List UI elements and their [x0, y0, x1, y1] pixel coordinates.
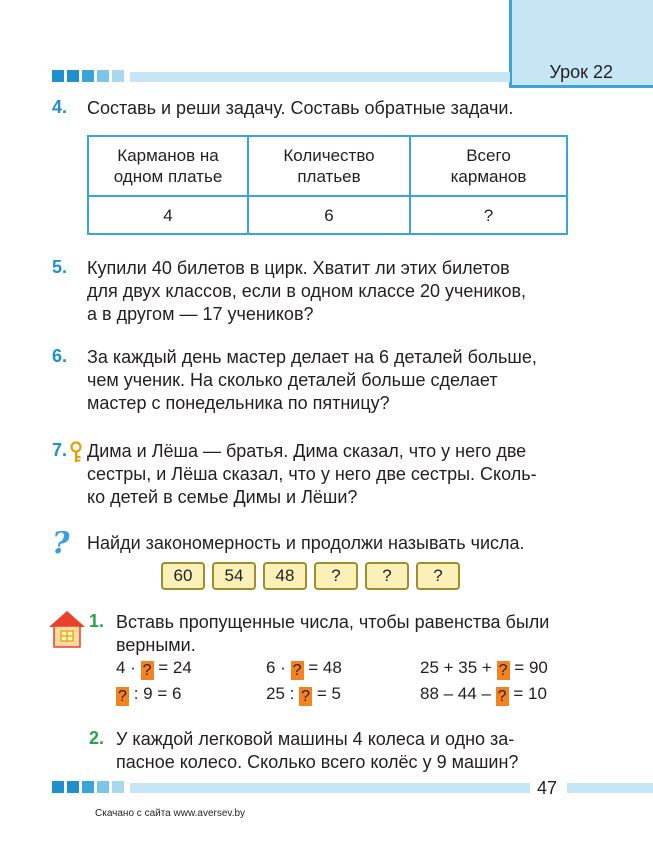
task-7-number: 7.: [52, 440, 68, 460]
svg-text:?: ?: [52, 527, 70, 557]
task-6-text: За каждый день мастер делает на 6 деталей больше, чем ученик. На сколько деталей больше сделает мастер с понедельника по пятницу?: [87, 347, 537, 413]
table-header-total: Всего карманов: [410, 136, 567, 196]
home-task-1-number: 1.: [89, 611, 105, 631]
table-header-dresses: Количество платьев: [248, 136, 410, 196]
blank-box: ?: [496, 687, 509, 706]
home-task-1-text: Вставь пропущенные числа, чтобы равенства были верными.: [116, 612, 550, 655]
key-icon: [69, 441, 83, 463]
blank-box: ?: [141, 661, 154, 680]
equation: 4 · ? = 24: [116, 658, 192, 679]
table-header-pockets: Карманов на одном платье: [88, 136, 248, 196]
pattern-number: ?: [416, 562, 460, 590]
pattern-number: 48: [263, 562, 307, 590]
home-task-2-number: 2.: [89, 728, 105, 748]
pattern-task-text: Найди закономерность и продолжи называть числа.: [87, 533, 525, 553]
blank-box: ?: [497, 661, 510, 680]
pattern-number: 60: [161, 562, 205, 590]
page-number: 47: [537, 778, 558, 798]
blank-box: ?: [291, 661, 304, 680]
source-note: Скачано с сайта www.aversev.by: [95, 808, 246, 819]
task-7-text: Дима и Лёша — братья. Дима сказал, что у него две сестры, и Лёша сказал, что у него две сестры. Сколь- ко детей в семье Димы и Лёши?: [87, 441, 537, 507]
lesson-title: Урок 22: [549, 62, 613, 82]
equation: 25 + 35 + ? = 90: [420, 658, 548, 679]
equation: 25 : ? = 5: [266, 684, 341, 705]
equation: 88 – 44 – ? = 10: [420, 684, 547, 705]
table-cell: ?: [410, 196, 567, 234]
equation: ? : 9 = 6: [116, 682, 181, 706]
table-cell: 4: [88, 196, 248, 234]
task-4-text: Составь и реши задачу. Составь обратные задачи.: [87, 98, 514, 118]
table-cell: 6: [248, 196, 410, 234]
task-4-number: 4.: [52, 97, 68, 117]
pattern-number: ?: [365, 562, 409, 590]
blank-box: ?: [116, 687, 129, 706]
task-5-text: Купили 40 билетов в цирк. Хватит ли этих билетов для двух классов, если в одном классе 20 учеников, а в другом — 17 учеников?: [87, 258, 527, 324]
home-task-2-text: У каждой легковой машины 4 колеса и одно за- пасное колесо. Сколько всего колёс у 9 машин?: [116, 729, 519, 772]
blank-box: ?: [299, 687, 312, 706]
house-icon: [47, 609, 87, 649]
data-table: [87, 135, 568, 235]
task-6-number: 6.: [52, 346, 68, 366]
pattern-number: 54: [212, 562, 256, 590]
top-decor-strip: [52, 70, 512, 82]
bottom-decor-strip: [52, 781, 653, 793]
task-5-number: 5.: [52, 257, 68, 277]
pattern-number: ?: [314, 562, 358, 590]
question-mark-icon: [50, 527, 76, 557]
equation: 6 · ? = 48: [266, 658, 342, 679]
